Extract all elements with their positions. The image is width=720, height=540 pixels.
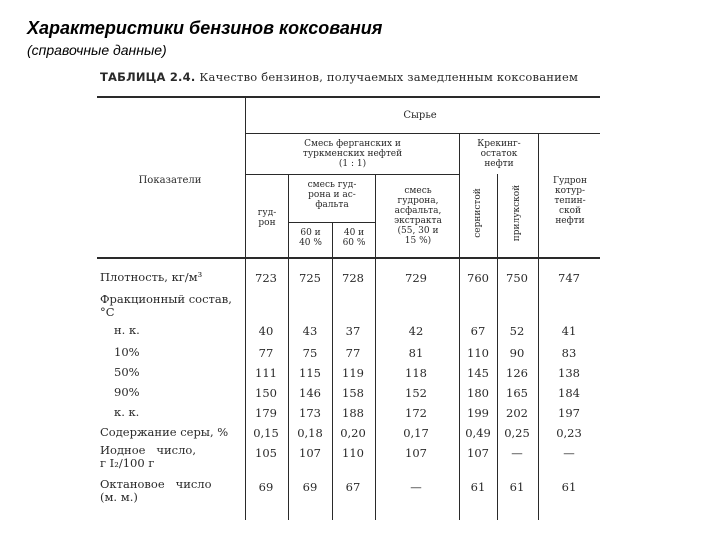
header-sulfur: сернистой xyxy=(473,188,483,238)
header-raw: Сырье xyxy=(403,110,437,121)
table-cell: 37 xyxy=(345,324,361,338)
header-bottom-rule xyxy=(97,257,600,259)
table-cell: 110 xyxy=(342,446,364,460)
table-cell: 115 xyxy=(299,366,321,380)
table-cell: 67 xyxy=(345,480,361,494)
slide-subtitle: (справочные данные) xyxy=(27,42,167,58)
header-ratio-2: 40 и 60 % xyxy=(342,228,366,248)
table-cell: 0,18 xyxy=(297,426,323,440)
table-number: ТАБЛИЦА 2.4. xyxy=(100,70,196,84)
table-cell: 172 xyxy=(405,406,427,420)
table-cell: 77 xyxy=(345,346,361,360)
table-cell: 52 xyxy=(509,324,525,338)
table-cell: 83 xyxy=(561,346,577,360)
table-cell: 760 xyxy=(467,271,489,285)
header-ratio-1: 60 и 40 % xyxy=(299,228,322,248)
row-label: Фракционный состав, °С xyxy=(100,292,232,319)
header-tar-mix: смесь гудрона, асфальта, экстракта (55, 30 и 15 %) xyxy=(394,186,442,246)
table-cell: 0,15 xyxy=(253,426,279,440)
slide-title: Характеристики бензинов коксования xyxy=(27,18,383,38)
table-cell: 119 xyxy=(342,366,364,380)
table-cell: 188 xyxy=(342,406,364,420)
stub-header: Показатели xyxy=(138,175,202,186)
header-rule-1 xyxy=(245,133,600,134)
row-label: Содержание серы, % xyxy=(100,425,229,439)
table-cell: 107 xyxy=(405,446,427,460)
table-cell: 105 xyxy=(255,446,277,460)
table-cell: — xyxy=(410,480,422,494)
table-cell: 67 xyxy=(470,324,486,338)
row-label: Плотность, кг/м³ xyxy=(100,270,203,284)
table-cell: 158 xyxy=(342,386,364,400)
table-cell: 107 xyxy=(467,446,489,460)
header-mix: Смесь ферганских и туркменских нефтей (1 : 1) xyxy=(302,139,403,169)
table-cell: 75 xyxy=(302,346,318,360)
header-prilukskoy: прилукской xyxy=(512,184,522,242)
row-label: 10% xyxy=(114,345,140,359)
table-cell: — xyxy=(511,446,523,460)
row-label: Иодное число, г I₂/100 г xyxy=(100,443,196,470)
header-gudron: гуд- рон xyxy=(257,208,277,228)
table-cell: 729 xyxy=(405,271,427,285)
header-rule-2 xyxy=(245,174,459,175)
table-cell: 0,23 xyxy=(556,426,582,440)
table-cell: 81 xyxy=(408,346,424,360)
table-cell: 110 xyxy=(467,346,489,360)
table-cell: 0,20 xyxy=(340,426,366,440)
row-label: 90% xyxy=(114,385,140,399)
table-cell: 43 xyxy=(302,324,318,338)
table-cell: 199 xyxy=(467,406,489,420)
vrule-6 xyxy=(538,133,539,520)
vrule-1 xyxy=(288,174,289,520)
header-tar-asphalt: смесь гуд- рона и ас- фальта xyxy=(307,180,357,210)
table-cell: 202 xyxy=(506,406,528,420)
table-cell: 725 xyxy=(299,271,321,285)
table-cell: 165 xyxy=(506,386,528,400)
table-cell: 728 xyxy=(342,271,364,285)
table-cell: 69 xyxy=(302,480,318,494)
table-caption-text: Качество бензинов, получаемых замедленным коксованием xyxy=(199,70,579,84)
table-caption xyxy=(100,70,578,84)
row-label: 50% xyxy=(114,365,140,379)
table-cell: 197 xyxy=(558,406,580,420)
table-cell: 69 xyxy=(258,480,274,494)
table-cell: 152 xyxy=(405,386,427,400)
table-cell: 173 xyxy=(299,406,321,420)
table-cell: 138 xyxy=(558,366,580,380)
table-cell: 42 xyxy=(408,324,424,338)
table-cell: 90 xyxy=(509,346,525,360)
header-cracking: Крекинг- остаток нефти xyxy=(477,139,521,169)
table-cell: 61 xyxy=(561,480,577,494)
table-cell: 179 xyxy=(255,406,277,420)
table-cell: 61 xyxy=(509,480,525,494)
table-cell: 0,17 xyxy=(403,426,429,440)
table-cell: 111 xyxy=(255,366,277,380)
table-cell: 723 xyxy=(255,271,277,285)
table-cell: 61 xyxy=(470,480,486,494)
table-cell: 150 xyxy=(255,386,277,400)
table-cell: 145 xyxy=(467,366,489,380)
table-cell: 107 xyxy=(299,446,321,460)
row-label: к. к. xyxy=(114,405,140,419)
table-cell: 77 xyxy=(258,346,274,360)
row-label: н. к. xyxy=(114,323,140,337)
table-cell: — xyxy=(563,446,575,460)
vrule-3 xyxy=(375,174,376,520)
table-cell: 180 xyxy=(467,386,489,400)
table-cell: 118 xyxy=(405,366,427,380)
table-cell: 146 xyxy=(299,386,321,400)
table-cell: 747 xyxy=(558,271,580,285)
table-cell: 0,25 xyxy=(504,426,530,440)
header-tar: Гудрон котур- тепин- ской нефти xyxy=(553,176,587,226)
table-cell: 0,49 xyxy=(465,426,491,440)
row-label: Октановое число (м. м.) xyxy=(100,477,212,504)
table-cell: 40 xyxy=(258,324,274,338)
table-cell: 184 xyxy=(558,386,580,400)
table-cell: 41 xyxy=(561,324,577,338)
table-cell: 750 xyxy=(506,271,528,285)
top-rule xyxy=(97,96,600,98)
table-cell: 126 xyxy=(506,366,528,380)
